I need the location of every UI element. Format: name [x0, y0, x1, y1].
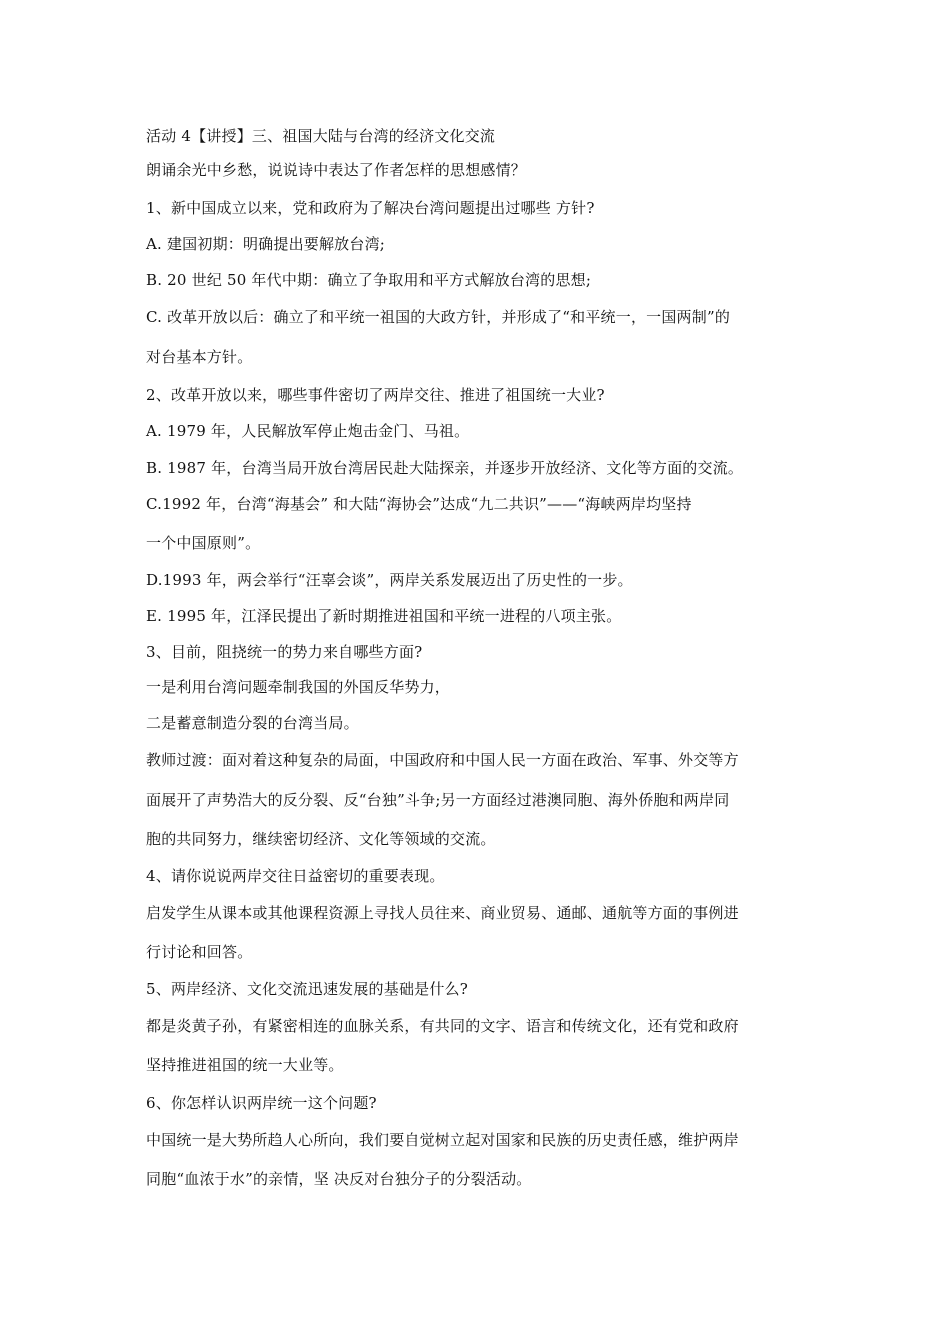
answer-line: 一是利用台湾问题牵制我国的外国反华势力， — [146, 678, 451, 696]
answer-line: 二是蓄意制造分裂的台湾当局。 — [146, 714, 359, 732]
list-item: D.1993 年，两会举行“汪辜会谈”，两岸关系发展迈出了历史性的一步。 — [146, 571, 633, 589]
paragraph-line: 胞的共同努力，继续密切经济、文化等领域的交流。 — [146, 830, 496, 848]
paragraph-line: 启发学生从课本或其他课程资源上寻找人员往来、商业贸易、通邮、通航等方面的事例进 — [146, 904, 739, 922]
question-2: 2、改革开放以来，哪些事件密切了两岸交往、推进了祖国统一大业? — [146, 386, 605, 404]
activity-heading: 活动 4【讲授】三、祖国大陆与台湾的经济文化交流 — [146, 127, 496, 145]
paragraph-line: 坚持推进祖国的统一大业等。 — [146, 1056, 344, 1074]
paragraph-line: 同胞“血浓于水”的亲情，坚 决反对台独分子的分裂活动。 — [146, 1170, 532, 1188]
list-item: B. 20 世纪 50 年代中期：确立了争取用和平方式解放台湾的思想; — [146, 271, 592, 289]
paragraph-line: 教师过渡：面对着这种复杂的局面，中国政府和中国人民一方面在政治、军事、外交等方 — [146, 751, 739, 769]
list-item: A. 1979 年，人民解放军停止炮击金门、马祖。 — [146, 422, 470, 440]
question-5: 5、两岸经济、文化交流迅速发展的基础是什么? — [146, 980, 468, 998]
question-3: 3、目前，阻挠统一的势力来自哪些方面? — [146, 643, 423, 661]
paragraph-line: 中国统一是大势所趋人心所向，我们要自觉树立起对国家和民族的历史责任感，维护两岸 — [146, 1131, 739, 1149]
list-item: E. 1995 年，江泽民提出了新时期推进祖国和平统一进程的八项主张。 — [146, 607, 622, 625]
paragraph-line: 朗诵余光中乡愁，说说诗中表达了作者怎样的思想感情？ — [146, 161, 527, 179]
list-item-continuation: 对台基本方针。 — [146, 348, 253, 366]
question-1: 1、新中国成立以来，党和政府为了解决台湾问题提出过哪些 方针? — [146, 199, 595, 217]
list-item: C.1992 年，台湾“海基会” 和大陆“海协会”达成“九二共识”——“海峡两岸均坚持 — [146, 495, 692, 513]
list-item: B. 1987 年，台湾当局开放台湾居民赴大陆探亲，并逐步开放经济、文化等方面的交流。 — [146, 459, 744, 477]
paragraph-line: 行讨论和回答。 — [146, 943, 253, 961]
list-item: A. 建国初期：明确提出要解放台湾; — [146, 235, 386, 253]
list-item: C. 改革开放以后：确立了和平统一祖国的大政方针，并形成了“和平统一，一国两制”的 — [146, 308, 731, 326]
list-item-continuation: 一个中国原则”。 — [146, 534, 261, 552]
paragraph-line: 面展开了声势浩大的反分裂、反“台独”斗争;另一方面经过港澳同胞、海外侨胞和两岸同 — [146, 791, 730, 809]
paragraph-line: 都是炎黄子孙，有紧密相连的血脉关系，有共同的文字、语言和传统文化，还有党和政府 — [146, 1017, 739, 1035]
question-4: 4、请你说说两岸交往日益密切的重要表现。 — [146, 867, 445, 885]
question-6: 6、你怎样认识两岸统一这个问题? — [146, 1094, 377, 1112]
